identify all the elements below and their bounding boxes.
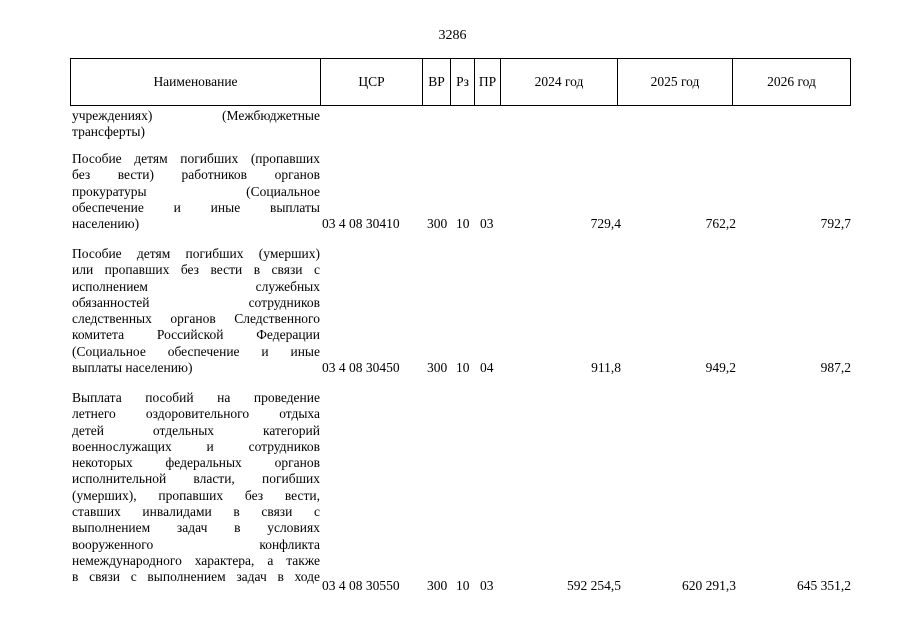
page-number: 3286 (438, 28, 467, 43)
name-line: следственных органов Следственного (72, 311, 320, 327)
csr-value: 03 4 08 30410 (322, 216, 400, 232)
name-line: комитета Российской Федерации (72, 327, 320, 343)
rz-value: 10 (456, 216, 470, 232)
value-2025: 949,2 (705, 360, 736, 376)
name-line: в связи с выполнением задач в ходе (72, 569, 320, 585)
value-2024: 592 254,5 (567, 577, 621, 593)
name-line: без вести) работников органов (72, 167, 320, 183)
name-line: (Социальное обеспечение и иные (72, 343, 320, 359)
pr-value: 04 (480, 360, 494, 376)
pr-value: 03 (480, 216, 494, 232)
name-line: военнослужащих и сотрудников (72, 438, 320, 454)
header-2025: 2025 год (618, 59, 733, 105)
csr-value: 03 4 08 30450 (322, 360, 400, 376)
name-line: Выплата пособий на проведение (72, 390, 320, 405)
name-line: летнего оздоровительного отдыха (72, 406, 320, 422)
row-name (72, 151, 320, 232)
header-name: Наименование (71, 59, 321, 105)
header-rz: Рз (451, 59, 475, 105)
name-line: трансферты) (72, 124, 145, 140)
vr-value: 300 (427, 577, 448, 593)
value-2025: 620 291,3 (682, 577, 736, 593)
value-2025: 762,2 (705, 216, 736, 232)
name-line: или пропавших без вести в связи с (72, 262, 320, 278)
name-line: выплаты населению) (72, 360, 193, 376)
vr-value: 300 (427, 216, 448, 232)
name-line: Пособие детям погибших (умерших) (72, 246, 320, 261)
name-line: некоторых федеральных органов (72, 455, 320, 471)
table-header (70, 58, 851, 106)
header-pr: ПР (475, 59, 501, 105)
value-2024: 729,4 (590, 216, 621, 232)
pr-value: 03 (480, 577, 494, 593)
name-line: обеспечение и иные выплаты (72, 199, 320, 215)
csr-value: 03 4 08 30550 (322, 577, 400, 593)
name-line: населению) (72, 216, 140, 232)
header-2024: 2024 год (501, 59, 618, 105)
value-2026: 645 351,2 (797, 577, 851, 593)
name-line: исполнительной власти, погибших (72, 471, 320, 487)
name-line: выполнением задач в условиях (72, 520, 320, 536)
name-line: вооруженного конфликта (72, 536, 320, 552)
row-name (72, 246, 320, 376)
name-line: обязанностей сотрудников (72, 294, 320, 310)
value-2024: 911,8 (591, 360, 621, 376)
value-2026: 987,2 (820, 360, 851, 376)
row-name (72, 108, 320, 141)
rz-value: 10 (456, 360, 470, 376)
name-line: прокуратуры (Социальное (72, 183, 320, 199)
header-vr: ВР (423, 59, 451, 105)
value-2026: 792,7 (820, 216, 851, 232)
name-line: учреждениях) (Межбюджетные (72, 108, 320, 123)
name-line: Пособие детям погибших (пропавших (72, 151, 320, 166)
name-line: ставших инвалидами в связи с (72, 504, 320, 520)
row-name (72, 390, 320, 586)
name-line: немеждународного характера, а также (72, 552, 320, 568)
vr-value: 300 (427, 360, 448, 376)
name-line: (умерших), пропавших без вести, (72, 487, 320, 503)
rz-value: 10 (456, 577, 470, 593)
header-csr: ЦСР (321, 59, 423, 105)
name-line: исполнением служебных (72, 278, 320, 294)
header-2026: 2026 год (767, 74, 816, 89)
name-line: детей отдельных категорий (72, 422, 320, 438)
